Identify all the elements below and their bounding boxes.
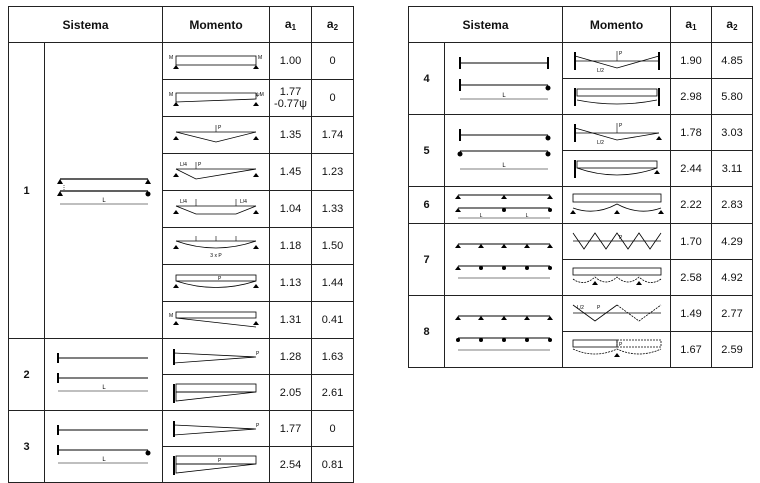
system-diagram [445,296,563,368]
svg-text:L/4: L/4 [240,199,247,205]
svg-text:3 x P: 3 x P [210,253,222,259]
system-diagram [445,43,563,115]
moment-diagram [163,375,270,411]
header-a1: $a_1$ [671,7,712,43]
a1-value: 1.67 [671,332,712,368]
a2-value: 2.61 [312,375,354,411]
table-row [409,115,753,151]
a2-value: 4.85 [712,43,753,79]
table-row [409,43,753,79]
svg-text:P: P [618,50,622,57]
sistema-number: 5 [409,115,445,187]
moment-diagram [163,228,270,265]
a1-value: 1.77 -0.77ψ [270,80,312,117]
system-diagram [45,339,163,411]
system-diagram [45,411,163,483]
a2-value: 0.41 [312,302,354,339]
moment-diagram [163,447,270,483]
a1-value: 2.98 [671,79,712,115]
a2-value: 0 [312,411,354,447]
a2-value: 1.50 [312,228,354,265]
moment-diagram [163,302,270,339]
sistema-number: 6 [409,187,445,224]
a1-value: 1.00 [270,43,312,80]
a1-value: 2.58 [671,260,712,296]
a1-value: 1.78 [671,115,712,151]
moment-diagram [563,224,671,260]
moment-diagram [163,191,270,228]
moment-diagram [563,260,671,296]
a1-value: 1.77 [270,411,312,447]
svg-text:L: L [479,213,482,219]
a1-value: 1.45 [270,154,312,191]
table-row [409,187,753,224]
header-a1: $a_1$ [270,7,312,43]
moment-diagram [563,79,671,115]
svg-text:L: L [101,197,106,204]
cantilever-system-diagram [52,347,156,403]
a2-value: 0 [312,80,354,117]
sistema-number: 4 [409,43,445,115]
svg-text:P: P [198,162,202,168]
a2-value: 4.29 [712,224,753,260]
svg-text:ψM: ψM [256,92,264,98]
svg-text:L/4: L/4 [180,162,187,168]
svg-text:P: P [218,125,222,131]
beam-system-diagram [52,171,156,211]
a2-value: 5.80 [712,79,753,115]
header-sistema: Sistema [9,7,163,43]
header-momento: Momento [163,7,270,43]
a2-value: 1.33 [312,191,354,228]
a1-value: 1.28 [270,339,312,375]
system-diagram [45,43,163,339]
a1-value: 1.13 [270,265,312,302]
system-diagram [445,224,563,296]
sistema-number: 1 [9,43,45,339]
table-row [9,411,354,447]
a2-value: 2.59 [712,332,753,368]
svg-text:M: M [169,313,174,319]
moment-diagram [563,296,671,332]
moment-diagram [163,154,270,191]
table-row [9,43,354,80]
a2-value: 3.03 [712,115,753,151]
right-header-row [409,7,753,43]
svg-text:P: P [596,304,600,311]
a2-value: 1.63 [312,339,354,375]
svg-text:P: P [218,276,222,282]
a1-value: 1.49 [671,296,712,332]
a2-value: 0 [312,43,354,80]
svg-text:M: M [169,92,174,98]
header-a2: $a_2$ [712,7,753,43]
a1-value: 1.18 [270,228,312,265]
a1-value: 1.70 [671,224,712,260]
table-row [409,224,753,260]
a2-value: 1.44 [312,265,354,302]
moment-diagram [163,265,270,302]
sistema-number: 8 [409,296,445,368]
moment-diagram [163,339,270,375]
moment-diagram [163,117,270,154]
system-diagram [445,187,563,224]
svg-text:M: M [258,55,263,61]
a1-value: 1.04 [270,191,312,228]
svg-text:L: L [101,456,106,463]
left-table [8,6,354,483]
sistema-number: 7 [409,224,445,296]
svg-text:L/2: L/2 [596,139,604,146]
right-table [408,6,753,368]
svg-text:L: L [501,92,506,99]
moment-diagram [563,187,671,224]
propped-cantilever-system-diagram [52,419,156,475]
svg-text:L: L [101,384,106,391]
sistema-number: 2 [9,339,45,411]
moment-diagram [563,115,671,151]
svg-text:P: P [618,122,622,129]
table-row [409,296,753,332]
svg-text:P: P [256,422,260,429]
svg-text:P: P [618,234,622,241]
a1-value: 1.90 [671,43,712,79]
a1-value: 2.05 [270,375,312,411]
moment-diagram [563,43,671,79]
svg-text:L: L [525,213,528,219]
moment-diagram [163,80,270,117]
a1-value: 1.35 [270,117,312,154]
a1-value: 1.31 [270,302,312,339]
a2-value: 4.92 [712,260,753,296]
svg-text:M: M [169,55,174,61]
svg-text:L/2: L/2 [596,67,604,74]
moment-diagram [563,332,671,368]
header-a2: $a_2$ [312,7,354,43]
svg-text:P: P [256,350,260,357]
left-header-row [9,7,354,43]
moment-diagram [163,43,270,80]
header-momento: Momento [563,7,671,43]
a2-value: 2.77 [712,296,753,332]
a1-value: 2.54 [270,447,312,483]
svg-text:L: L [501,162,506,169]
svg-text:P: P [618,341,622,348]
a2-value: 3.11 [712,151,753,187]
sistema-number: 3 [9,411,45,483]
a2-value: 1.23 [312,154,354,191]
table-row [9,339,354,375]
svg-text:L/4: L/4 [180,199,187,205]
a1-value: 2.44 [671,151,712,187]
header-sistema: Sistema [409,7,563,43]
system-diagram [445,115,563,187]
moment-diagram [163,411,270,447]
svg-text:P: P [218,457,222,464]
a2-value: 1.74 [312,117,354,154]
a2-value: 0.81 [312,447,354,483]
svg-text:L/2: L/2 [576,304,584,311]
a2-value: 2.83 [712,187,753,224]
a1-value: 2.22 [671,187,712,224]
moment-diagram [563,151,671,187]
